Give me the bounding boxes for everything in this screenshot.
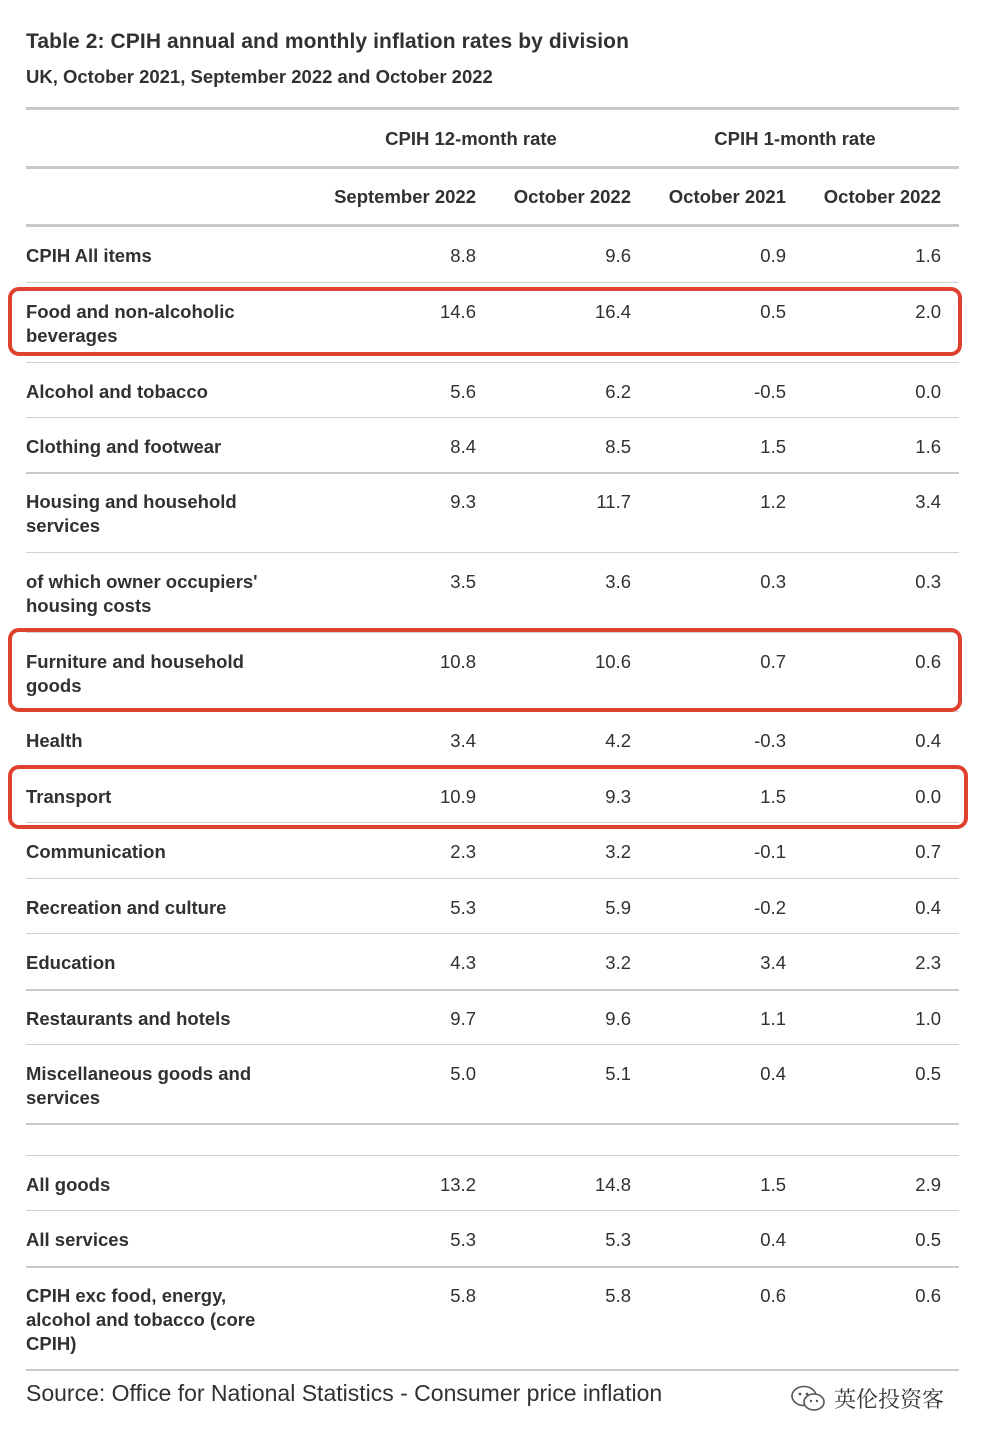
cell-value: 0.4 (760, 1229, 786, 1250)
cell-value: 0.0 (915, 786, 941, 807)
divider (26, 166, 959, 169)
cell-value: 9.7 (450, 1008, 476, 1029)
cell-value: 9.6 (605, 245, 631, 266)
cell-value: 6.2 (605, 381, 631, 402)
cell-value: 3.4 (915, 491, 941, 512)
cell-value: 3.2 (605, 841, 631, 862)
cell-value: 1.6 (915, 436, 941, 457)
cell-value: 3.4 (760, 952, 786, 973)
cell-value: 14.8 (594, 1174, 631, 1195)
cell-value: 2.3 (450, 841, 476, 862)
row-label: Miscellaneous goods and services (26, 1063, 252, 1108)
cell-value: -0.2 (754, 897, 786, 918)
cell-value: 8.4 (450, 436, 476, 457)
highlight-box (8, 765, 968, 829)
cell-value: 8.8 (450, 245, 476, 266)
watermark (790, 1383, 944, 1414)
row-divider (26, 472, 959, 474)
row-divider (26, 417, 959, 418)
cell-value: 0.9 (760, 245, 786, 266)
cell-value: 9.6 (605, 1008, 631, 1029)
cell-value: 5.8 (450, 1285, 476, 1306)
cell-value: 5.9 (605, 897, 631, 918)
cell-value: 5.3 (450, 897, 476, 918)
column-header: September 2022 (334, 186, 476, 207)
cell-value: 13.2 (439, 1174, 476, 1195)
row-label: Communication (26, 841, 166, 862)
row-divider (26, 878, 959, 879)
row-divider (26, 933, 959, 934)
cell-value: 10.6 (594, 651, 631, 672)
cell-value: 3.6 (605, 571, 631, 592)
cell-value: 9.3 (605, 786, 631, 807)
row-divider (26, 552, 959, 553)
cell-value: 1.5 (760, 786, 786, 807)
cell-value: 0.3 (915, 571, 941, 592)
cell-value: 0.7 (760, 651, 786, 672)
divider (26, 224, 959, 227)
source-note: Source: Office for National Statistics - Consumer price inflation (26, 1380, 663, 1406)
cell-value: 1.0 (915, 1008, 941, 1029)
cell-value: 8.5 (605, 436, 631, 457)
column-header: October 2022 (513, 186, 631, 207)
group-header-12-month: CPIH 12-month rate (385, 128, 557, 149)
cell-value: 0.3 (760, 571, 786, 592)
column-header: October 2022 (823, 186, 941, 207)
wechat-icon (790, 1384, 828, 1414)
cell-value: 16.4 (594, 301, 631, 322)
row-label: of which owner occupiers' housing costs (26, 571, 258, 616)
cell-value: -0.3 (754, 730, 786, 751)
cell-value: 0.0 (915, 381, 941, 402)
cell-value: 1.2 (760, 491, 786, 512)
row-label: All goods (26, 1174, 111, 1195)
cell-value: 2.3 (915, 952, 941, 973)
cell-value: 5.0 (450, 1063, 476, 1084)
cell-value: 3.5 (450, 571, 476, 592)
row-divider (26, 1123, 959, 1125)
row-divider (26, 1155, 959, 1156)
row-divider (26, 1044, 959, 1045)
cell-value: 1.1 (760, 1008, 786, 1029)
table-title: Table 2: CPIH annual and monthly inflation rates by division (26, 30, 630, 53)
cell-value: 2.9 (915, 1174, 941, 1195)
row-label: Clothing and footwear (26, 436, 222, 457)
cell-value: 4.2 (605, 730, 631, 751)
cell-value: -0.5 (754, 381, 786, 402)
row-divider (26, 989, 959, 991)
row-label: Food and non-alcoholic beverages (26, 301, 235, 346)
cell-value: 0.5 (915, 1229, 941, 1250)
cell-value: -0.1 (754, 841, 786, 862)
cell-value: 5.3 (605, 1229, 631, 1250)
column-header: October 2021 (668, 186, 786, 207)
cell-value: 3.4 (450, 730, 476, 751)
row-divider (26, 1210, 959, 1211)
cell-value: 11.7 (596, 491, 631, 512)
row-label: Restaurants and hotels (26, 1008, 231, 1029)
cell-value: 14.6 (439, 301, 476, 322)
row-divider (26, 362, 959, 363)
cell-value: 10.8 (439, 651, 476, 672)
cell-value: 0.6 (915, 1285, 941, 1306)
cell-value: 1.6 (915, 245, 941, 266)
cell-value: 0.5 (760, 301, 786, 322)
watermark-text: 英伦投资客 (834, 1387, 945, 1412)
cell-value: 3.2 (605, 952, 631, 973)
row-divider (26, 1266, 959, 1268)
highlight-box (8, 287, 962, 356)
row-label: Transport (26, 786, 112, 807)
row-label: Recreation and culture (26, 897, 227, 918)
row-label: CPIH exc food, energy, alcohol and tobacco (core CPIH) (26, 1285, 256, 1354)
row-label: Housing and household services (26, 491, 237, 536)
group-header-1-month: CPIH 1-month rate (714, 128, 876, 149)
row-label: All services (26, 1229, 129, 1250)
cell-value: 0.4 (760, 1063, 786, 1084)
row-label: Alcohol and tobacco (26, 381, 208, 402)
divider (26, 107, 959, 110)
cell-value: 5.3 (450, 1229, 476, 1250)
cell-value: 9.3 (450, 491, 476, 512)
cell-value: 4.3 (450, 952, 476, 973)
row-divider (26, 282, 959, 283)
row-label: Education (26, 952, 116, 973)
cell-value: 0.7 (915, 841, 941, 862)
cell-value: 1.5 (760, 1174, 786, 1195)
cell-value: 0.4 (915, 730, 941, 751)
row-divider (26, 1369, 959, 1371)
row-label: CPIH All items (26, 245, 152, 266)
cell-value: 0.6 (915, 651, 941, 672)
table-subtitle: UK, October 2021, September 2022 and October 2022 (26, 66, 493, 87)
cell-value: 5.6 (450, 381, 476, 402)
cell-value: 2.0 (915, 301, 941, 322)
cell-value: 1.5 (760, 436, 786, 457)
row-label: Health (26, 730, 83, 751)
cell-value: 5.8 (605, 1285, 631, 1306)
cell-value: 0.4 (915, 897, 941, 918)
cell-value: 0.5 (915, 1063, 941, 1084)
cell-value: 5.1 (605, 1063, 631, 1084)
row-label: Furniture and household goods (26, 651, 244, 696)
highlight-box (8, 628, 962, 712)
cell-value: 0.6 (760, 1285, 786, 1306)
cell-value: 10.9 (439, 786, 476, 807)
